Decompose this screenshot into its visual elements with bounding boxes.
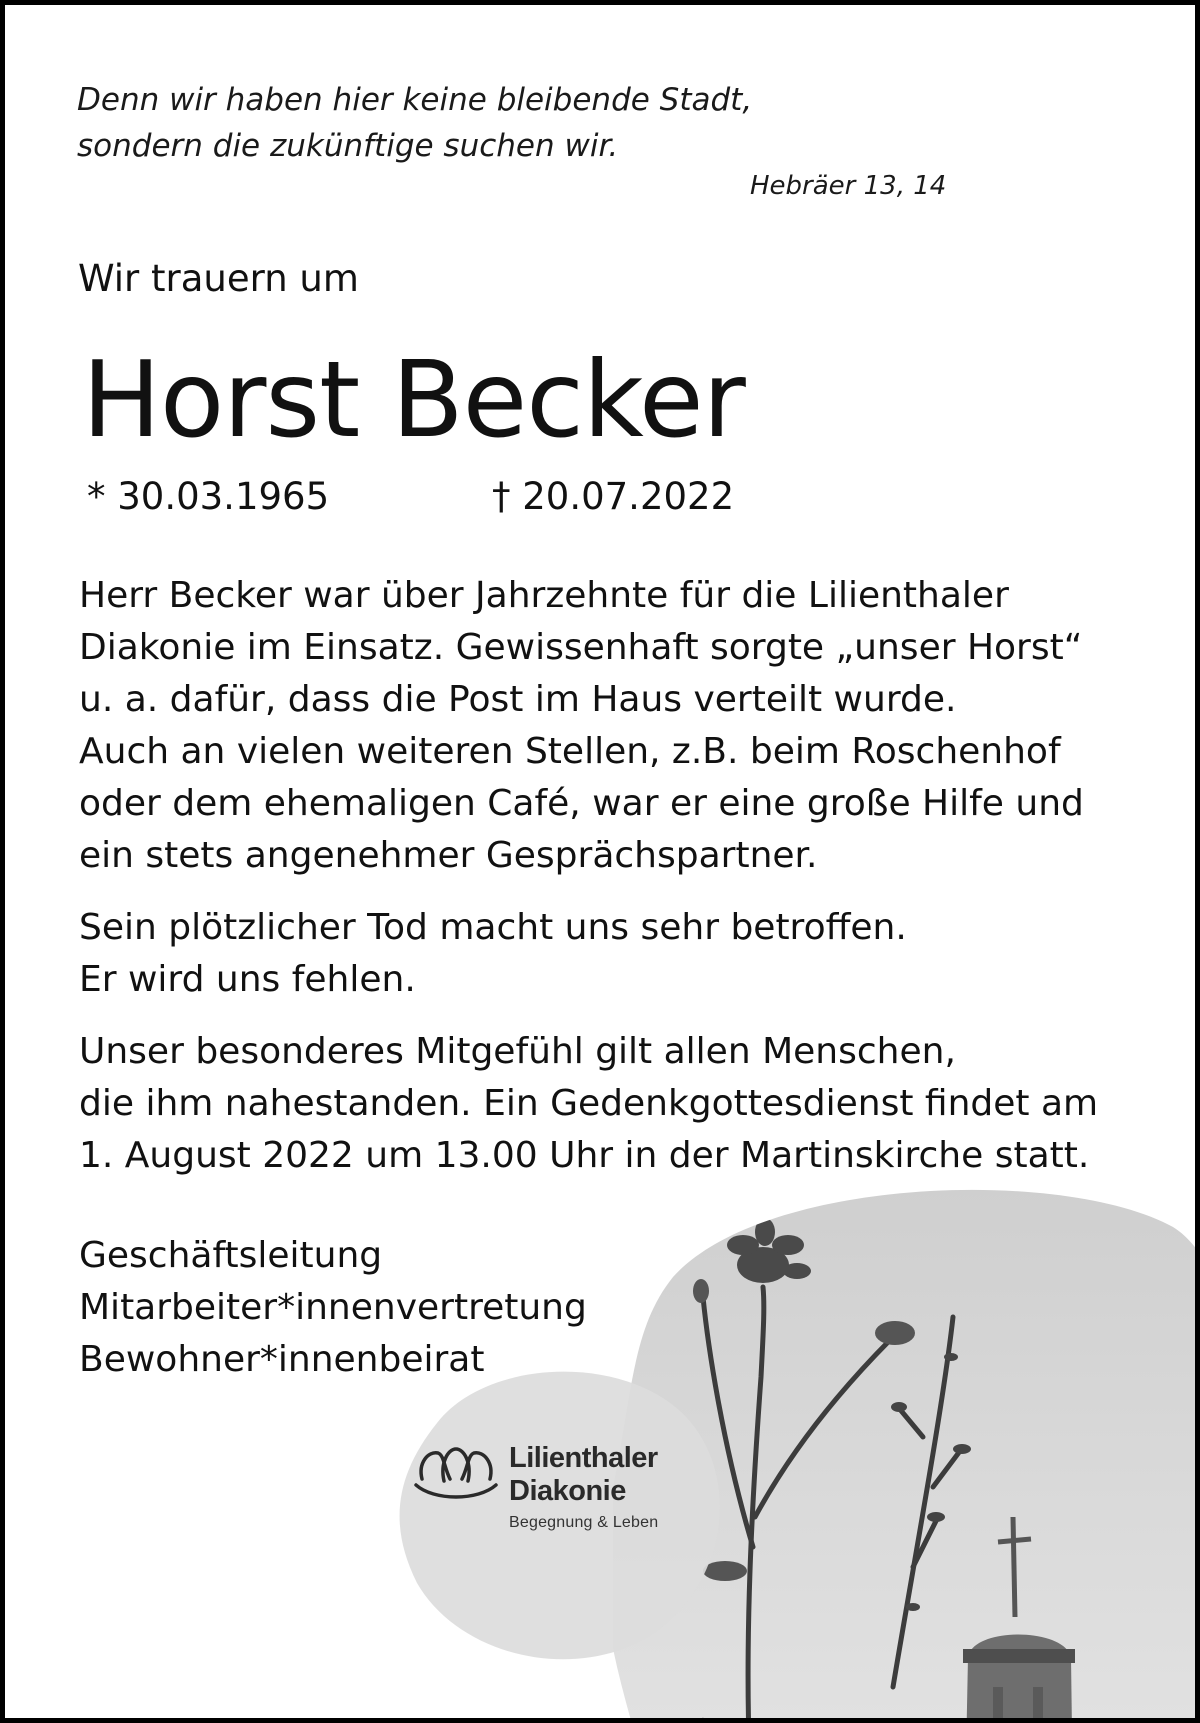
text-line: Diakonie im Einsatz. Gewissenhaft sorgte „unser Horst“ <box>79 627 1083 668</box>
signers-list <box>79 1230 587 1386</box>
diakonie-logo-icon <box>414 1445 498 1505</box>
verse-source: Hebräer 13, 14 <box>750 171 947 201</box>
bible-verse <box>77 77 977 169</box>
death-date: † 20.07.2022 <box>492 475 735 518</box>
service-announcement <box>79 1026 1159 1182</box>
diakonie-logo-text <box>509 1442 658 1532</box>
condolence-paragraph <box>79 902 1159 1006</box>
text-line: 1. August 2022 um 13.00 Uhr in der Martinskirche statt. <box>79 1135 1090 1176</box>
text-line: die ihm nahestanden. Ein Gedenkgottesdienst findet am <box>79 1083 1099 1124</box>
flower-bud <box>875 1321 915 1345</box>
verse-line: Denn wir haben hier keine bleibende Stadt, <box>77 82 753 118</box>
text-line: ein stets angenehmer Gesprächspartner. <box>79 835 818 876</box>
text-line: u. a. dafür, dass die Post im Haus verteilt wurde. <box>79 679 957 720</box>
logo-tagline: Begegnung & Leben <box>509 1514 659 1531</box>
flower-bud <box>693 1279 709 1303</box>
signer: Geschäftsleitung <box>79 1235 383 1276</box>
mourning-intro: Wir trauern um <box>78 257 359 300</box>
signer: Bewohner*innenbeirat <box>79 1339 485 1380</box>
logo-line-2: Diakonie <box>509 1475 626 1507</box>
text-line: oder dem ehemaligen Café, war er eine große Hilfe und <box>79 783 1084 824</box>
text-line: Er wird uns fehlen. <box>79 959 416 1000</box>
birth-date: * 30.03.1965 <box>87 475 330 518</box>
text-line: Unser besonderes Mitgefühl gilt allen Menschen, <box>79 1031 956 1072</box>
text-line: Auch an vielen weiteren Stellen, z.B. beim Roschenhof <box>79 731 1061 772</box>
verse-line: sondern die zukünftige suchen wir. <box>77 128 619 164</box>
deceased-name: Horst Becker <box>82 339 745 461</box>
tribute-paragraph <box>79 570 1159 882</box>
text-line: Sein plötzlicher Tod macht uns sehr betroffen. <box>79 907 907 948</box>
text-line: Herr Becker war über Jahrzehnte für die Lilienthaler <box>79 575 1009 616</box>
logo-line-1: Lilienthaler <box>509 1442 658 1474</box>
signer: Mitarbeiter*innenvertretung <box>79 1287 587 1328</box>
